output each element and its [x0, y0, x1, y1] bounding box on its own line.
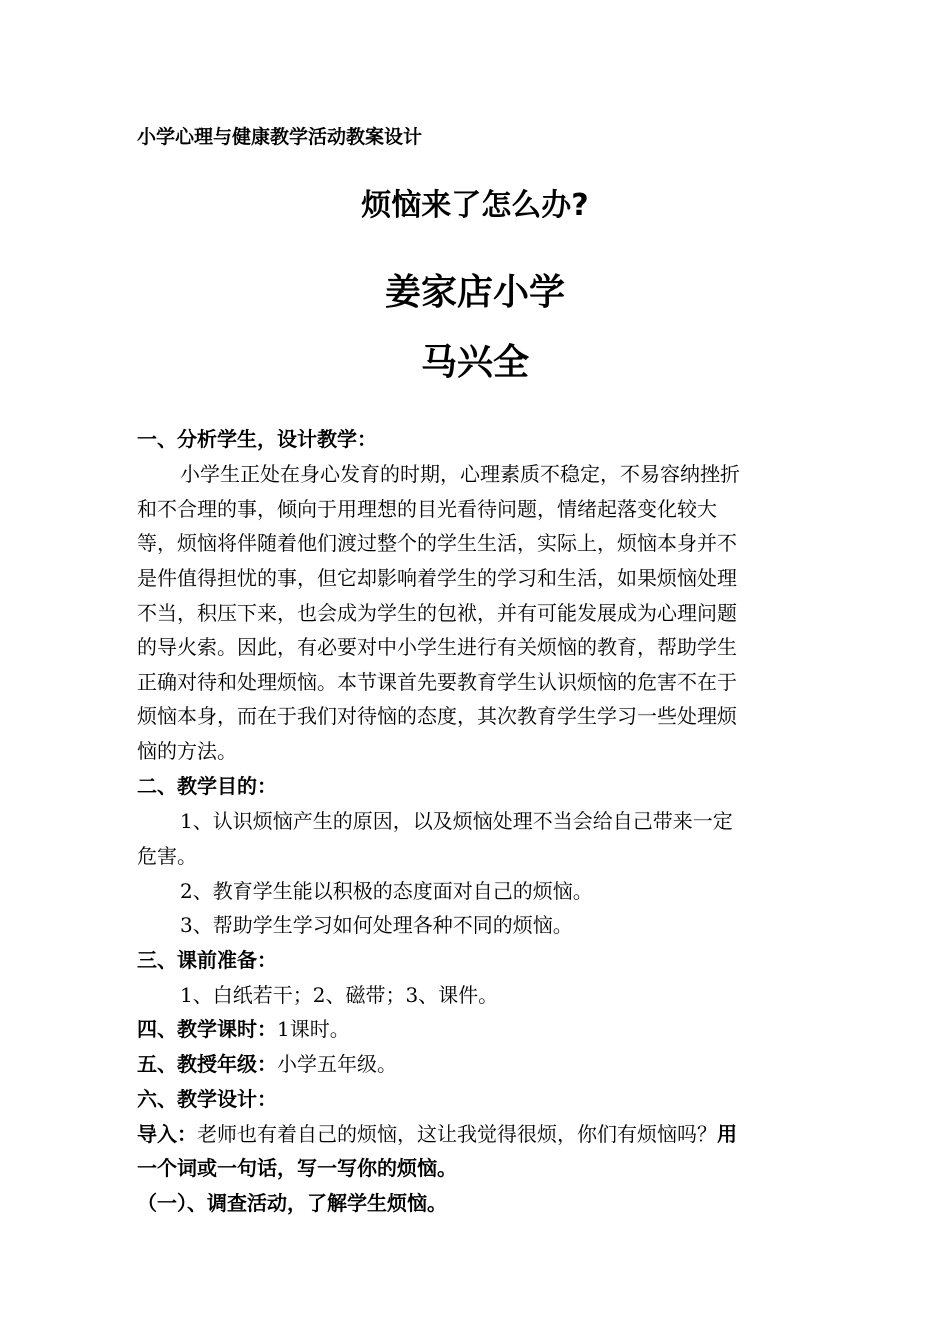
section-1-paragraph-line: 等，烦恼将伴随着他们渡过整个的学生生活，实际上，烦恼本身并不: [137, 531, 737, 555]
objective-2: 2、教育学生能以积极的态度面对自己的烦恼。: [180, 879, 593, 903]
section-4-row: [137, 1016, 350, 1042]
section-5-row: [137, 1051, 397, 1077]
section-1-paragraph-line: 小学生正处在身心发育的时期，心理素质不稳定，不易容纳挫折: [180, 462, 740, 486]
section-4-value: 1课时。: [277, 1017, 350, 1041]
section-1-heading: 一、分析学生，设计教学：: [137, 427, 377, 451]
section-3-heading: 三、课前准备：: [137, 948, 277, 972]
section-1-paragraph-line: 恼的方法。: [137, 739, 237, 763]
school-name: 姜家店小学: [384, 272, 565, 313]
objective-1-line-2: 危害。: [137, 844, 197, 868]
objective-3: 3、帮助学生学习如何处理各种不同的烦恼。: [180, 913, 573, 937]
section-5-heading: 五、教授年级：: [137, 1052, 277, 1076]
intro-line-1: [137, 1121, 737, 1147]
section-2-heading: 二、教学目的：: [137, 774, 277, 798]
intro-label: 导入：: [137, 1122, 197, 1146]
section-4-heading: 四、教学课时：: [137, 1017, 277, 1041]
section-1-paragraph-line: 和不合理的事，倾向于用理想的目光看待问题，情绪起落变化较大: [137, 497, 717, 521]
intro-text: 老师也有着自己的烦恼，这让我觉得很烦，你们有烦恼吗？: [197, 1122, 717, 1146]
intro-bold-text: 用: [717, 1122, 737, 1146]
section-5-value: 小学五年级。: [277, 1052, 397, 1076]
section-1-paragraph-line: 烦恼本身，而在于我们对待恼的态度，其次教育学生学习一些处理烦: [137, 704, 737, 728]
section-6-heading: 六、教学设计：: [137, 1087, 277, 1111]
section-1-paragraph-line: 是件值得担忧的事，但它却影响着学生的学习和生活，如果烦恼处理: [137, 566, 737, 590]
intro-line-2: 一个词或一句话，写一写你的烦恼。: [137, 1156, 457, 1180]
author-name: 马兴全: [420, 342, 529, 383]
page-title: 烦恼来了怎么办?: [361, 188, 589, 223]
objective-1-line-1: 1、认识烦恼产生的原因，以及烦恼处理不当会给自己带来一定: [180, 809, 733, 833]
subsection-1-heading: （一）、调查活动，了解学生烦恼。: [137, 1191, 447, 1215]
preparation-list: 1、白纸若干；2、磁带；3、课件。: [180, 983, 499, 1007]
document-label: 小学心理与健康教学活动教案设计: [137, 126, 423, 148]
section-1-paragraph-line: 不当，积压下来，也会成为学生的包袱，并有可能发展成为心理问题: [137, 601, 737, 625]
section-1-paragraph-line: 的导火索。因此，有必要对中小学生进行有关烦恼的教育，帮助学生: [137, 635, 737, 659]
section-1-paragraph-line: 正确对待和处理烦恼。本节课首先要教育学生认识烦恼的危害不在于: [137, 670, 737, 694]
